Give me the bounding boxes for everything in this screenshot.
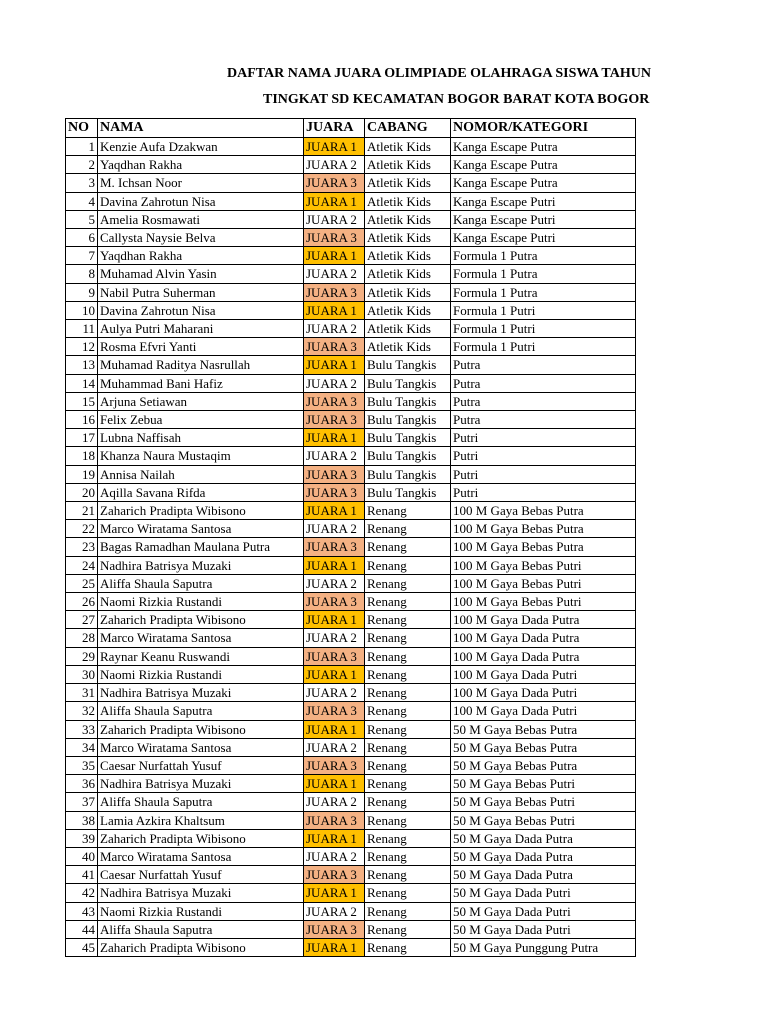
table-row bbox=[66, 611, 636, 629]
cell-nomor: Formula 1 Putra bbox=[451, 265, 636, 283]
cell-nomor: 50 M Gaya Bebas Putri bbox=[451, 775, 636, 793]
cell-no: 13 bbox=[66, 356, 98, 374]
table-row bbox=[66, 283, 636, 301]
cell-juara: JUARA 2 bbox=[304, 265, 365, 283]
cell-no: 39 bbox=[66, 829, 98, 847]
header-nomor: NOMOR/KATEGORI bbox=[451, 119, 636, 138]
cell-nama: Callysta Naysie Belva bbox=[98, 229, 304, 247]
cell-nama: Aulya Putri Maharani bbox=[98, 320, 304, 338]
header-juara: JUARA bbox=[304, 119, 365, 138]
cell-juara: JUARA 3 bbox=[304, 465, 365, 483]
cell-cabang: Atletik Kids bbox=[365, 301, 451, 319]
cell-nomor: 100 M Gaya Dada Putra bbox=[451, 629, 636, 647]
cell-nomor: 50 M Gaya Bebas Putra bbox=[451, 720, 636, 738]
cell-nomor: 100 M Gaya Bebas Putra bbox=[451, 502, 636, 520]
cell-nomor: 50 M Gaya Dada Putri bbox=[451, 884, 636, 902]
cell-cabang: Renang bbox=[365, 538, 451, 556]
cell-juara: JUARA 3 bbox=[304, 174, 365, 192]
winners-table bbox=[65, 118, 636, 957]
table-row bbox=[66, 429, 636, 447]
cell-nomor: 100 M Gaya Bebas Putra bbox=[451, 520, 636, 538]
cell-nomor: Formula 1 Putri bbox=[451, 338, 636, 356]
cell-cabang: Bulu Tangkis bbox=[365, 465, 451, 483]
cell-cabang: Renang bbox=[365, 902, 451, 920]
cell-nama: Bagas Ramadhan Maulana Putra bbox=[98, 538, 304, 556]
table-row bbox=[66, 192, 636, 210]
cell-cabang: Atletik Kids bbox=[365, 192, 451, 210]
table-body bbox=[66, 138, 636, 957]
cell-no: 26 bbox=[66, 593, 98, 611]
cell-nomor: Kanga Escape Putri bbox=[451, 210, 636, 228]
cell-no: 20 bbox=[66, 483, 98, 501]
cell-cabang: Renang bbox=[365, 684, 451, 702]
cell-nama: Zaharich Pradipta Wibisono bbox=[98, 611, 304, 629]
cell-nomor: Putri bbox=[451, 447, 636, 465]
cell-juara: JUARA 1 bbox=[304, 938, 365, 956]
cell-juara: JUARA 3 bbox=[304, 811, 365, 829]
cell-nama: Zaharich Pradipta Wibisono bbox=[98, 502, 304, 520]
cell-nama: Lubna Naffisah bbox=[98, 429, 304, 447]
cell-cabang: Atletik Kids bbox=[365, 210, 451, 228]
table-row bbox=[66, 629, 636, 647]
cell-nama: Amelia Rosmawati bbox=[98, 210, 304, 228]
cell-juara: JUARA 3 bbox=[304, 538, 365, 556]
cell-cabang: Atletik Kids bbox=[365, 229, 451, 247]
cell-cabang: Atletik Kids bbox=[365, 247, 451, 265]
cell-juara: JUARA 2 bbox=[304, 156, 365, 174]
cell-no: 3 bbox=[66, 174, 98, 192]
cell-no: 4 bbox=[66, 192, 98, 210]
cell-nomor: 50 M Gaya Dada Putri bbox=[451, 902, 636, 920]
cell-nomor: Formula 1 Putra bbox=[451, 247, 636, 265]
table-row bbox=[66, 229, 636, 247]
table-row bbox=[66, 520, 636, 538]
cell-no: 21 bbox=[66, 502, 98, 520]
table-row bbox=[66, 265, 636, 283]
cell-cabang: Renang bbox=[365, 938, 451, 956]
cell-cabang: Renang bbox=[365, 502, 451, 520]
cell-juara: JUARA 2 bbox=[304, 210, 365, 228]
cell-nomor: Putri bbox=[451, 429, 636, 447]
cell-nomor: Kanga Escape Putra bbox=[451, 138, 636, 156]
cell-nomor: 100 M Gaya Dada Putri bbox=[451, 684, 636, 702]
table-row bbox=[66, 720, 636, 738]
cell-nomor: 100 M Gaya Bebas Putri bbox=[451, 556, 636, 574]
cell-nama: Arjuna Setiawan bbox=[98, 392, 304, 410]
cell-nomor: 50 M Gaya Bebas Putra bbox=[451, 756, 636, 774]
cell-nama: M. Ichsan Noor bbox=[98, 174, 304, 192]
cell-no: 27 bbox=[66, 611, 98, 629]
cell-no: 19 bbox=[66, 465, 98, 483]
cell-no: 33 bbox=[66, 720, 98, 738]
cell-cabang: Renang bbox=[365, 574, 451, 592]
table-row bbox=[66, 247, 636, 265]
cell-juara: JUARA 2 bbox=[304, 847, 365, 865]
cell-cabang: Renang bbox=[365, 829, 451, 847]
cell-no: 25 bbox=[66, 574, 98, 592]
cell-no: 7 bbox=[66, 247, 98, 265]
cell-juara: JUARA 2 bbox=[304, 374, 365, 392]
table-row bbox=[66, 392, 636, 410]
cell-no: 17 bbox=[66, 429, 98, 447]
cell-cabang: Renang bbox=[365, 702, 451, 720]
cell-nama: Aliffa Shaula Saputra bbox=[98, 920, 304, 938]
cell-nomor: 100 M Gaya Dada Putri bbox=[451, 665, 636, 683]
cell-cabang: Atletik Kids bbox=[365, 265, 451, 283]
cell-no: 14 bbox=[66, 374, 98, 392]
cell-cabang: Atletik Kids bbox=[365, 338, 451, 356]
cell-nomor: 50 M Gaya Dada Putri bbox=[451, 920, 636, 938]
cell-no: 16 bbox=[66, 411, 98, 429]
cell-cabang: Atletik Kids bbox=[365, 320, 451, 338]
table-row bbox=[66, 174, 636, 192]
table-row bbox=[66, 829, 636, 847]
cell-no: 6 bbox=[66, 229, 98, 247]
cell-cabang: Atletik Kids bbox=[365, 283, 451, 301]
cell-juara: JUARA 3 bbox=[304, 866, 365, 884]
cell-nama: Muhamad Raditya Nasrullah bbox=[98, 356, 304, 374]
cell-nama: Aliffa Shaula Saputra bbox=[98, 793, 304, 811]
cell-cabang: Renang bbox=[365, 611, 451, 629]
cell-nama: Muhamad Alvin Yasin bbox=[98, 265, 304, 283]
table-row bbox=[66, 920, 636, 938]
cell-cabang: Renang bbox=[365, 811, 451, 829]
cell-no: 43 bbox=[66, 902, 98, 920]
cell-nomor: Kanga Escape Putra bbox=[451, 156, 636, 174]
cell-juara: JUARA 3 bbox=[304, 920, 365, 938]
table-row bbox=[66, 210, 636, 228]
cell-nama: Davina Zahrotun Nisa bbox=[98, 301, 304, 319]
cell-nomor: Putra bbox=[451, 411, 636, 429]
table-row bbox=[66, 320, 636, 338]
cell-juara: JUARA 3 bbox=[304, 756, 365, 774]
table-row bbox=[66, 338, 636, 356]
cell-cabang: Renang bbox=[365, 884, 451, 902]
cell-juara: JUARA 1 bbox=[304, 247, 365, 265]
cell-nama: Nabil Putra Suherman bbox=[98, 283, 304, 301]
cell-no: 41 bbox=[66, 866, 98, 884]
cell-no: 38 bbox=[66, 811, 98, 829]
table-row bbox=[66, 593, 636, 611]
header-nama: NAMA bbox=[98, 119, 304, 138]
cell-nama: Nadhira Batrisya Muzaki bbox=[98, 884, 304, 902]
cell-nomor: Putra bbox=[451, 374, 636, 392]
cell-nomor: Putri bbox=[451, 483, 636, 501]
cell-no: 44 bbox=[66, 920, 98, 938]
table-row bbox=[66, 775, 636, 793]
cell-no: 42 bbox=[66, 884, 98, 902]
cell-nomor: Putri bbox=[451, 465, 636, 483]
cell-nama: Aliffa Shaula Saputra bbox=[98, 702, 304, 720]
table-row bbox=[66, 684, 636, 702]
cell-juara: JUARA 2 bbox=[304, 793, 365, 811]
cell-cabang: Bulu Tangkis bbox=[365, 392, 451, 410]
header-no: NO bbox=[66, 119, 98, 138]
cell-nama: Khanza Naura Mustaqim bbox=[98, 447, 304, 465]
cell-juara: JUARA 3 bbox=[304, 593, 365, 611]
cell-nomor: Formula 1 Putri bbox=[451, 320, 636, 338]
cell-cabang: Bulu Tangkis bbox=[365, 411, 451, 429]
cell-no: 15 bbox=[66, 392, 98, 410]
cell-nomor: 50 M Gaya Dada Putra bbox=[451, 866, 636, 884]
cell-cabang: Bulu Tangkis bbox=[365, 374, 451, 392]
cell-cabang: Renang bbox=[365, 920, 451, 938]
cell-cabang: Renang bbox=[365, 593, 451, 611]
cell-cabang: Renang bbox=[365, 520, 451, 538]
cell-nomor: 100 M Gaya Bebas Putri bbox=[451, 593, 636, 611]
cell-no: 12 bbox=[66, 338, 98, 356]
cell-nama: Marco Wiratama Santosa bbox=[98, 629, 304, 647]
table-row bbox=[66, 847, 636, 865]
cell-nama: Caesar Nurfattah Yusuf bbox=[98, 866, 304, 884]
table-row bbox=[66, 138, 636, 156]
cell-juara: JUARA 3 bbox=[304, 483, 365, 501]
table-row bbox=[66, 647, 636, 665]
cell-nomor: 50 M Gaya Bebas Putri bbox=[451, 811, 636, 829]
cell-juara: JUARA 1 bbox=[304, 556, 365, 574]
table-row bbox=[66, 811, 636, 829]
cell-juara: JUARA 3 bbox=[304, 702, 365, 720]
cell-nama: Naomi Rizkia Rustandi bbox=[98, 593, 304, 611]
table-row bbox=[66, 574, 636, 592]
cell-juara: JUARA 1 bbox=[304, 138, 365, 156]
cell-nama: Raynar Keanu Ruswandi bbox=[98, 647, 304, 665]
cell-cabang: Bulu Tangkis bbox=[365, 483, 451, 501]
table-row bbox=[66, 866, 636, 884]
cell-no: 36 bbox=[66, 775, 98, 793]
cell-no: 2 bbox=[66, 156, 98, 174]
table-row bbox=[66, 902, 636, 920]
cell-no: 10 bbox=[66, 301, 98, 319]
cell-nomor: Formula 1 Putra bbox=[451, 283, 636, 301]
cell-juara: JUARA 1 bbox=[304, 611, 365, 629]
cell-nomor: 50 M Gaya Bebas Putra bbox=[451, 738, 636, 756]
cell-cabang: Renang bbox=[365, 738, 451, 756]
cell-juara: JUARA 3 bbox=[304, 229, 365, 247]
cell-nama: Naomi Rizkia Rustandi bbox=[98, 665, 304, 683]
document-title: DAFTAR NAMA JUARA OLIMPIADE OLAHRAGA SISWA TAHUN bbox=[227, 66, 651, 81]
cell-nama: Nadhira Batrisya Muzaki bbox=[98, 684, 304, 702]
cell-no: 9 bbox=[66, 283, 98, 301]
document-subtitle: TINGKAT SD KECAMATAN BOGOR BARAT KOTA BOGOR bbox=[263, 92, 650, 107]
cell-cabang: Atletik Kids bbox=[365, 156, 451, 174]
cell-juara: JUARA 2 bbox=[304, 574, 365, 592]
cell-cabang: Renang bbox=[365, 756, 451, 774]
cell-nomor: 100 M Gaya Bebas Putra bbox=[451, 538, 636, 556]
table-row bbox=[66, 738, 636, 756]
cell-juara: JUARA 1 bbox=[304, 829, 365, 847]
cell-juara: JUARA 3 bbox=[304, 338, 365, 356]
cell-nomor: 100 M Gaya Bebas Putri bbox=[451, 574, 636, 592]
cell-nama: Zaharich Pradipta Wibisono bbox=[98, 829, 304, 847]
cell-cabang: Renang bbox=[365, 793, 451, 811]
cell-juara: JUARA 1 bbox=[304, 884, 365, 902]
cell-no: 30 bbox=[66, 665, 98, 683]
cell-juara: JUARA 3 bbox=[304, 411, 365, 429]
cell-juara: JUARA 2 bbox=[304, 902, 365, 920]
cell-juara: JUARA 2 bbox=[304, 684, 365, 702]
cell-no: 28 bbox=[66, 629, 98, 647]
cell-juara: JUARA 2 bbox=[304, 738, 365, 756]
table-row bbox=[66, 156, 636, 174]
cell-juara: JUARA 1 bbox=[304, 356, 365, 374]
cell-nomor: 50 M Gaya Punggung Putra bbox=[451, 938, 636, 956]
cell-nomor: 50 M Gaya Dada Putra bbox=[451, 847, 636, 865]
cell-no: 1 bbox=[66, 138, 98, 156]
cell-nama: Aqilla Savana Rifda bbox=[98, 483, 304, 501]
cell-nama: Naomi Rizkia Rustandi bbox=[98, 902, 304, 920]
table-row bbox=[66, 538, 636, 556]
cell-nomor: Formula 1 Putri bbox=[451, 301, 636, 319]
cell-cabang: Renang bbox=[365, 866, 451, 884]
cell-nama: Davina Zahrotun Nisa bbox=[98, 192, 304, 210]
cell-cabang: Atletik Kids bbox=[365, 174, 451, 192]
cell-cabang: Renang bbox=[365, 556, 451, 574]
cell-no: 11 bbox=[66, 320, 98, 338]
cell-no: 23 bbox=[66, 538, 98, 556]
cell-nama: Nadhira Batrisya Muzaki bbox=[98, 775, 304, 793]
cell-juara: JUARA 2 bbox=[304, 629, 365, 647]
table-row bbox=[66, 301, 636, 319]
cell-nomor: Putra bbox=[451, 356, 636, 374]
cell-nama: Marco Wiratama Santosa bbox=[98, 738, 304, 756]
table-row bbox=[66, 411, 636, 429]
cell-cabang: Renang bbox=[365, 775, 451, 793]
cell-nama: Rosma Efvri Yanti bbox=[98, 338, 304, 356]
cell-nama: Marco Wiratama Santosa bbox=[98, 847, 304, 865]
cell-cabang: Renang bbox=[365, 720, 451, 738]
table-row bbox=[66, 756, 636, 774]
cell-juara: JUARA 3 bbox=[304, 283, 365, 301]
table-row bbox=[66, 374, 636, 392]
cell-nomor: Putra bbox=[451, 392, 636, 410]
cell-juara: JUARA 1 bbox=[304, 665, 365, 683]
cell-cabang: Bulu Tangkis bbox=[365, 429, 451, 447]
cell-no: 45 bbox=[66, 938, 98, 956]
header-row bbox=[66, 119, 636, 138]
cell-no: 8 bbox=[66, 265, 98, 283]
cell-no: 31 bbox=[66, 684, 98, 702]
cell-no: 29 bbox=[66, 647, 98, 665]
table-row bbox=[66, 447, 636, 465]
cell-nama: Caesar Nurfattah Yusuf bbox=[98, 756, 304, 774]
table-row bbox=[66, 556, 636, 574]
cell-no: 35 bbox=[66, 756, 98, 774]
table-row bbox=[66, 665, 636, 683]
cell-nomor: Kanga Escape Putri bbox=[451, 229, 636, 247]
cell-nama: Zaharich Pradipta Wibisono bbox=[98, 720, 304, 738]
table-row bbox=[66, 884, 636, 902]
cell-nomor: Kanga Escape Putra bbox=[451, 174, 636, 192]
cell-nama: Zaharich Pradipta Wibisono bbox=[98, 938, 304, 956]
cell-no: 22 bbox=[66, 520, 98, 538]
cell-nomor: 100 M Gaya Dada Putra bbox=[451, 611, 636, 629]
cell-juara: JUARA 1 bbox=[304, 502, 365, 520]
cell-cabang: Renang bbox=[365, 629, 451, 647]
table-row bbox=[66, 793, 636, 811]
cell-nama: Annisa Nailah bbox=[98, 465, 304, 483]
table-row bbox=[66, 938, 636, 956]
cell-cabang: Renang bbox=[365, 665, 451, 683]
cell-juara: JUARA 1 bbox=[304, 429, 365, 447]
cell-juara: JUARA 1 bbox=[304, 301, 365, 319]
table-row bbox=[66, 483, 636, 501]
cell-nama: Felix Zebua bbox=[98, 411, 304, 429]
cell-nama: Marco Wiratama Santosa bbox=[98, 520, 304, 538]
cell-juara: JUARA 2 bbox=[304, 520, 365, 538]
cell-juara: JUARA 3 bbox=[304, 647, 365, 665]
cell-nama: Lamia Azkira Khaltsum bbox=[98, 811, 304, 829]
cell-nama: Aliffa Shaula Saputra bbox=[98, 574, 304, 592]
cell-no: 32 bbox=[66, 702, 98, 720]
cell-cabang: Atletik Kids bbox=[365, 138, 451, 156]
cell-nama: Yaqdhan Rakha bbox=[98, 247, 304, 265]
table-row bbox=[66, 502, 636, 520]
cell-cabang: Bulu Tangkis bbox=[365, 447, 451, 465]
cell-cabang: Renang bbox=[365, 647, 451, 665]
table-row bbox=[66, 702, 636, 720]
cell-nama: Nadhira Batrisya Muzaki bbox=[98, 556, 304, 574]
cell-cabang: Renang bbox=[365, 847, 451, 865]
cell-nomor: 100 M Gaya Dada Putri bbox=[451, 702, 636, 720]
cell-nama: Kenzie Aufa Dzakwan bbox=[98, 138, 304, 156]
cell-juara: JUARA 1 bbox=[304, 720, 365, 738]
cell-no: 40 bbox=[66, 847, 98, 865]
cell-no: 34 bbox=[66, 738, 98, 756]
cell-nomor: 50 M Gaya Dada Putra bbox=[451, 829, 636, 847]
cell-juara: JUARA 2 bbox=[304, 447, 365, 465]
cell-juara: JUARA 2 bbox=[304, 320, 365, 338]
cell-nama: Muhammad Bani Hafiz bbox=[98, 374, 304, 392]
cell-nomor: 100 M Gaya Dada Putra bbox=[451, 647, 636, 665]
header-cabang: CABANG bbox=[365, 119, 451, 138]
cell-juara: JUARA 1 bbox=[304, 192, 365, 210]
cell-cabang: Bulu Tangkis bbox=[365, 356, 451, 374]
cell-nama: Yaqdhan Rakha bbox=[98, 156, 304, 174]
cell-no: 24 bbox=[66, 556, 98, 574]
cell-nomor: 50 M Gaya Bebas Putri bbox=[451, 793, 636, 811]
cell-no: 37 bbox=[66, 793, 98, 811]
cell-juara: JUARA 1 bbox=[304, 775, 365, 793]
cell-juara: JUARA 3 bbox=[304, 392, 365, 410]
table-row bbox=[66, 356, 636, 374]
cell-nomor: Kanga Escape Putri bbox=[451, 192, 636, 210]
table-row bbox=[66, 465, 636, 483]
cell-no: 18 bbox=[66, 447, 98, 465]
cell-no: 5 bbox=[66, 210, 98, 228]
